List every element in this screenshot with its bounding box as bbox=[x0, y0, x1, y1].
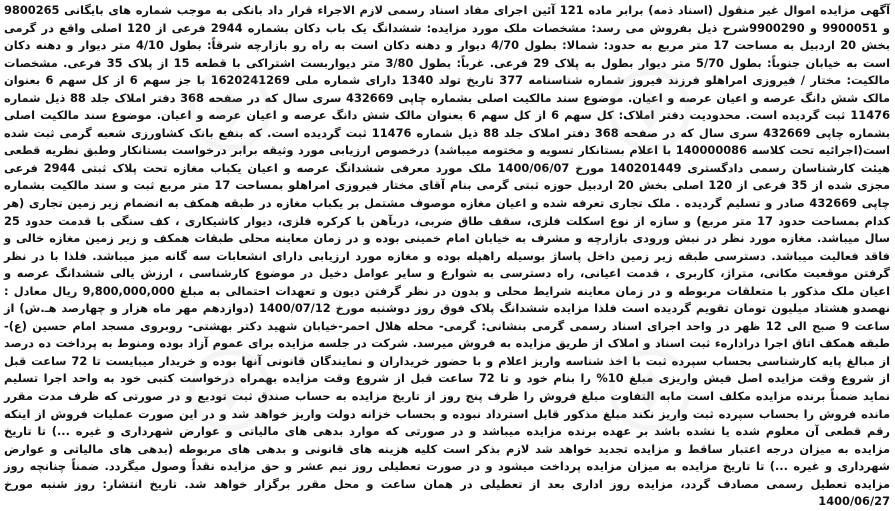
auction-notice-text-block bbox=[4, 2, 891, 509]
auction-notice-paragraph: آگهی مزایده اموال غیر منقول (اسناد ذمه) برابر ماده 121 آئین اجرای مفاد اسناد رسمی لازم الاجراء قرار داد بانکی به موجب شماره های بایگانی 9800265 و 9900051 و 9900290شرح ذیل بفروش می رسد: مشخصات ملک مورد مزایده: ششدانگ یک باب دکان بشماره 2944 فرعی از 120 اصلی واقع در گرمی بخش 20 اردبیل به مساحت 17 متر مربع به حدود: شمالا: بطول 4/70 دیوار و دهنه دکان است به راه رو بازارچه شرقاً: بطول 4/10 متر دیوار و دهنه دکان است به خیابان جنوباً: بطول 5/70 متر دیوار بطول به پلاک 29 فرعی. غرباً: بطول 3/80 متر دیواربست اشتراکی با قطعه 15 از پلاک 35 فرعی. مشخصات مالکیت: مختار / فیروزی امراهلو فرزند فیروز شماره شناسنامه 377 تاریخ تولد 1340 دارای شماره ملی 1620241269 با جز سهم 6 از کل سهم 6 بعنوان مالک شش دانگ عرصه و اعیان عرصه و اعیان. موضوع سند مالکیت اصلی بشماره چاپی 432669 سری سال که در صفحه 368 دفتر املاک جلد 88 ذیل شماره 11476 ثبت گردیده است. محدودیت دفتر املاک: کل سهم 6 از کل سهم 6 بعنوان مالک شش دانگ عرصه و اعیان عرصه و اعیان. موضوع سند مالکیت اصلی بشماره چاپی 432669 سری سال که در صفحه 368 دفتر املاک جلد 88 ذیل شماره 11476 ثبت گردیده است. که بنفع بانک کشاورزی شعبه گرمی ثبت شده است(اجرائیه تحت کلاسه 140000086 با اعلام بستانکار تسویه و مختومه میباشد) درخصوص ارزیابی مورد وثیقه برابر درخواست بستانکار وطبق نظریه قطعی هیئت کارشناسان رسمی دادگستری 140201449 مورخ 1400/06/07 ملک مورد معرفی ششدانگ عرصه و اعیان یکباب مغازه تحت پلاک ثبتی 2944 فرعی مجزی شده از 35 فرعی از 120 اصلی بخش 20 اردبیل حوزه ثبتی گرمی بنام آقای مختار فیروزی امراهلو بمساحت 17 متر مربع ثبت و سند مالکیت بشماره چاپی 432669 صادر و تسلیم گردیده . ملک تجاری تعرفه شده و اعیان مغازه موصوف مشتمل بر یکباب مغازه در طبقه همکف به انضمام زیر زمین تجاری (هر کدام بمساحت حدود 17 متر مربع) و سازه از نوع اسکلت فلزی، سقف طاق ضربی، دربآهن با کرکره فلزی، دیوار کاشیکاری ، کف سنگی با قدمت حدود 25 سال میباشد. مغازه مورد نظر در نبش ورودی بازارچه و مشرف به خیابان امام خمینی بوده و در زمان معاینه محلی طبقات همکف و زیر زمین مغازه خالی و فاقد فعالیت میباشد. دسترسی طبقه زیر زمین داخل پاساژ بوسیله راهپله بوده و مغازه مورد ارزیابی دارای انشعابات سه گانه میز میباشد. فلذا با در نظر گرفتن موقعیت مکانی، متراژ، کاربری ، قدمت اعیانی، راه دسترسی به شوارع و سایر عوامل دخیل در موضوع کارشناسی ، ارزش یالی ششدانگ عرصه و اعیان ملک مذکور با متعلقات مربوطه و در زمان معاینه شرایط محلی و بدون در نظر گرفتن دیون و تعهدات احتمالی به مبلغ 9,800,000,000 ریال معادل : نهصدو هشتاد میلیون تومان تقویم گردیده است فلذا مزایده ششدانگ پلاک فوق روز دوشنبه مورخ 1400/07/12 (دوازدهم مهر ماه هزار و چهارصد هـ.ش) از ساعت 9 صبح الی 12 ظهر در واحد اجرای اسناد رسمی گرمی بنشانی: گرمی- محله هلال احمر-خیابان شهید دکتر بهشتی- روبروی مسجد امام حسین (ع)- طبقه همکف اتاق اجرا درادارهء ثبت اسناد و املاک از طریق مزایده به فروش میرسد. شرکت در جلسه مزایده برای عموم آزاد بوده ومنوط به پرداخت ده درصد از مبالغ پایه کارشناسی بحساب سپرده ثبت با اخذ شناسه واریز اعلام و با حضور خریداران و نمایندگان قانونی آنها بوده و خریدار میبایست تا 72 ساعت قبل از شروع وقت مزایده اصل فیش واریزی مبلغ 10% را بنام خود و تا 72 ساعت قبل از شروع وقت مزایده بهمراه درخواست کتبی خود به واحد اجرا تسلیم نماید ضمناً برنده مزایده مکلف است مابه التفاوت مبلغ فروش را ظرف پنج روز از تاریخ مزایده به حساب صندق ثبت تودیع و در صورتی که ظرف مدت مقرر مانده فروش را بحساب سپرده ثبت واریز نکند مبلغ مذکور قابل استرداد نبوده و بحساب خزانه دولت واریز خواهد شد و در این صورت عملیات فروش از اینکه رقم قطعی آن معلوم شده یا نشده باشد بر عهده برنده مزایده میباشد و در صورتی که موارد بدهی های مالیاتی و عوارض شهرداری و غیره ...) تا تاریخ مزایده به میزان درجه اعتبار ساقط و مزایده تجدید خواهد شد لازم بذکر است کلیه هزینه های قانونی و بدهی های مربوطه (بدهی های مالیاتی و عوارض شهرداری و غیره ...) تا تاریخ مزایده به میزان مزایده پرداخت میشود و در صورت تعطیلی روز نیم عشر و حق مزایده نقداً وصول میگردد. ضمناً چنانچه روز مزایده تعطیل رسمی مصادف گردد، مزایده روز اداری بعد از تعطیلی در همان ساعت و محل مقرر برگزار خواهد شد. تاریخ انتشار: روز شنبه مورخ 1400/06/27 bbox=[4, 3, 891, 509]
